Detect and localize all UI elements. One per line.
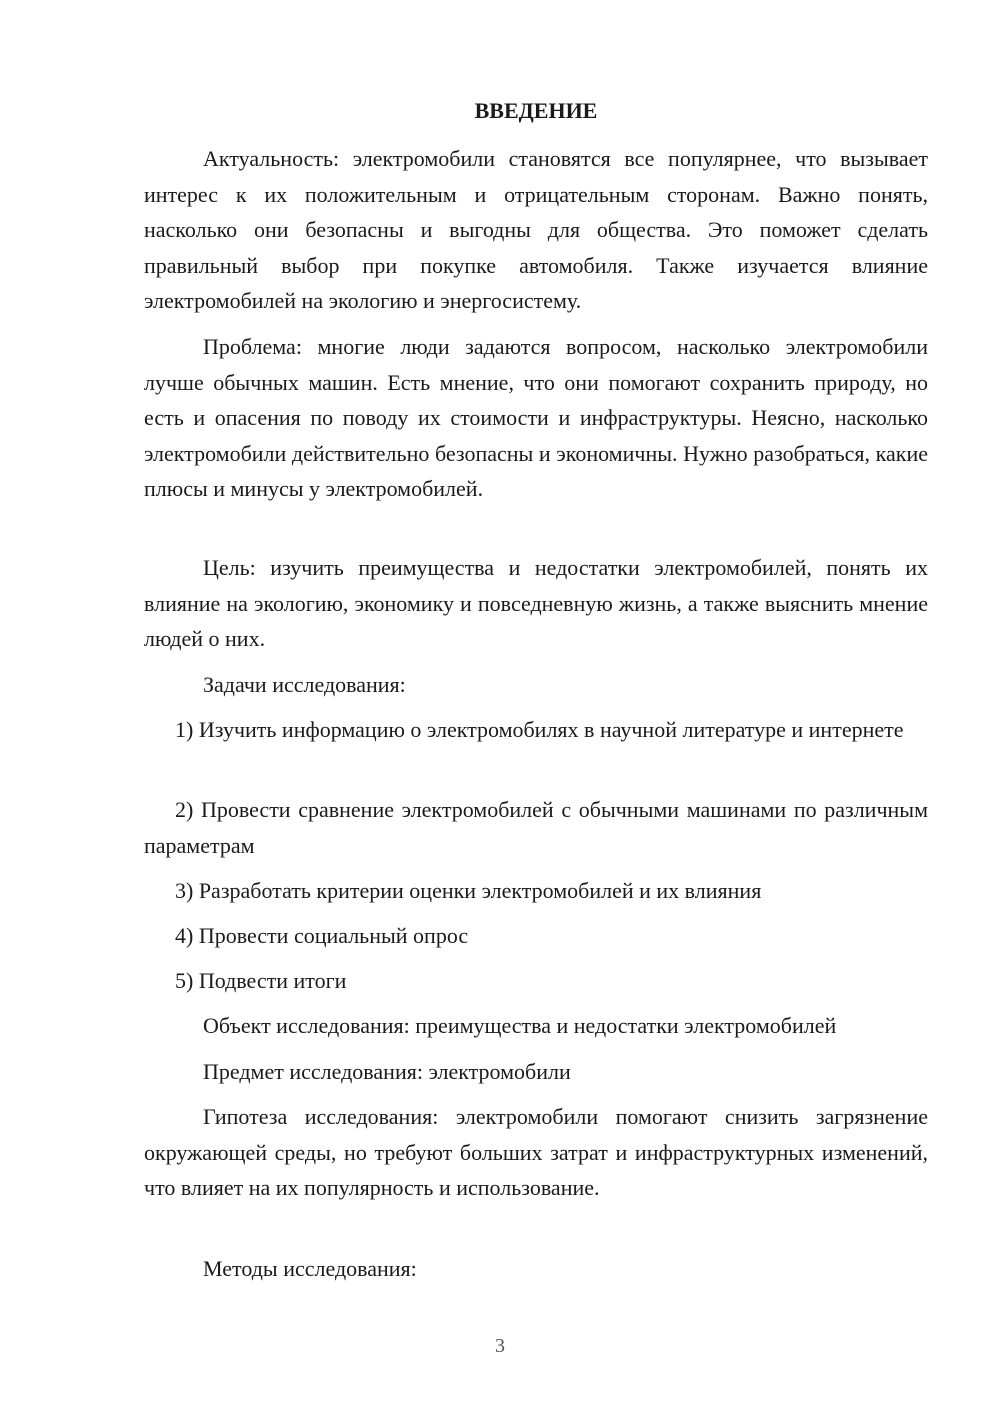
task-list-item-3: 3) Разработать критерии оценки электромобилей и их влияния bbox=[175, 878, 762, 903]
task-list-item-2: 2) Провести сравнение электромобилей с обычными машинами по различным параметрам bbox=[144, 797, 928, 858]
task-list-item-4: 4) Провести социальный опрос bbox=[175, 923, 469, 948]
paragraph-tasks-heading: Задачи исследования: bbox=[203, 672, 406, 697]
task-list-item-5: 5) Подвести итоги bbox=[175, 968, 347, 993]
paragraph-relevance: Актуальность: электромобили становятся все популярнее, что вызывает интерес к их положительным и отрицательным сторонам. Важно понять, насколько они безопасны и выгодны для общества. Это поможет сделать правильный выбор при покупке автомобиля. Также изучается влияние электромобилей на экологию и энергосистему. bbox=[144, 146, 928, 313]
paragraph-hypothesis: Гипотеза исследования: электромобили помогают снизить загрязнение окружающей среды, но требуют больших затрат и инфраструктурных изменений, что влияет на их популярность и использование. bbox=[144, 1104, 928, 1200]
paragraph-goal: Цель: изучить преимущества и недостатки электромобилей, понять их влияние на экологию, экономику и повседневную жизнь, а также выяснить мнение людей о них. bbox=[144, 555, 928, 651]
paragraph-object: Объект исследования: преимущества и недостатки электромобилей bbox=[203, 1013, 837, 1038]
paragraph-subject: Предмет исследования: электромобили bbox=[203, 1059, 571, 1084]
task-list-item-1: 1) Изучить информацию о электромобилях в научной литературе и интернете bbox=[175, 717, 904, 742]
paragraph-problem: Проблема: многие люди задаются вопросом, насколько электромобили лучше обычных машин. Есть мнение, что они помогают сохранить природу, но есть и опасения по поводу их стоимости и инфраструктуры. Неясно, насколько электромобили действительно безопасны и экономичны. Нужно разобраться, какие плюсы и минусы у электромобилей. bbox=[144, 334, 928, 501]
page-number: 3 bbox=[495, 1335, 505, 1357]
page-title: ВВЕДЕНИЕ bbox=[474, 98, 598, 123]
paragraph-methods-heading: Методы исследования: bbox=[203, 1256, 417, 1281]
